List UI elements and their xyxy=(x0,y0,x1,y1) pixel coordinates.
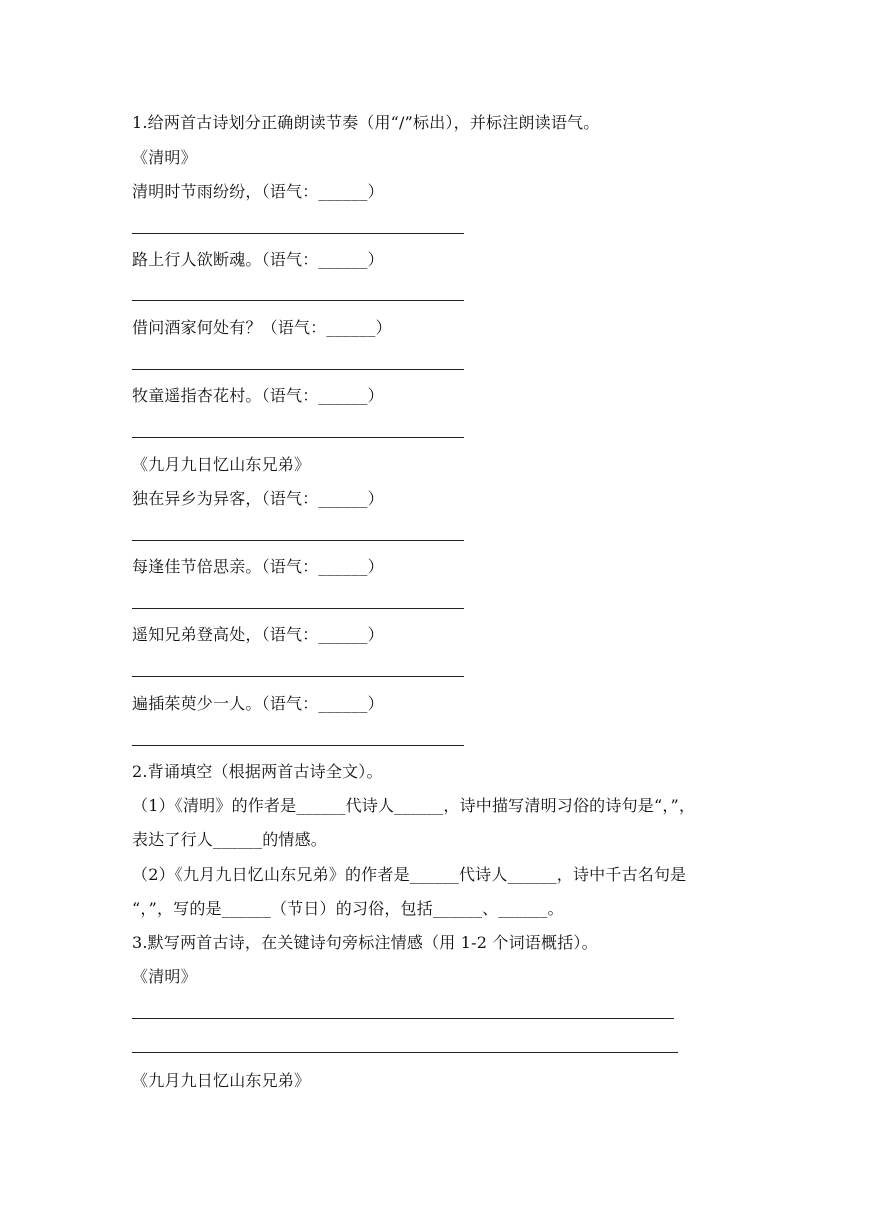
q2-item2-line1: （2）《九月九日忆山东兄弟》的作者是______代诗人______，诗中千古名句是 xyxy=(132,865,687,884)
poem1-line-1: 清明时节雨纷纷，（语气：______） xyxy=(132,182,384,201)
answer-line xyxy=(132,233,464,234)
poem2-line-4: 遍插茱萸少一人。（语气：______） xyxy=(132,694,384,713)
poem2-name: 《九月九日忆山东兄弟》 xyxy=(132,455,311,474)
q2-item1-line2: 表达了行人______的情感。 xyxy=(132,830,328,849)
q3-poem2-name: 《九月九日忆山东兄弟》 xyxy=(132,1071,311,1090)
answer-line xyxy=(132,437,464,438)
q1-title: 1.给两首古诗划分正确朗读节奏（用“/”标出），并标注朗读语气。 xyxy=(132,113,600,132)
answer-line xyxy=(132,745,464,746)
q2-item1-line1: （1）《清明》的作者是______代诗人______，诗中描写清明习俗的诗句是“，”， xyxy=(132,796,696,815)
q3-title: 3.默写两首古诗，在关键诗句旁标注情感（用 1-2 个词语概括）。 xyxy=(132,933,598,952)
answer-line xyxy=(132,369,464,370)
q2-item2-line2: “，”，写的是______（节日）的习俗，包括______、______。 xyxy=(132,899,564,918)
writing-line xyxy=(132,1018,674,1019)
q3-poem1-name: 《清明》 xyxy=(132,967,197,986)
answer-line xyxy=(132,300,464,301)
poem2-line-3: 遥知兄弟登高处，（语气：______） xyxy=(132,625,384,644)
poem1-line-4: 牧童遥指杏花村。（语气：______） xyxy=(132,386,384,405)
poem1-name: 《清明》 xyxy=(132,148,197,167)
answer-line xyxy=(132,676,464,677)
poem1-line-3: 借问酒家何处有？（语气：______） xyxy=(132,318,392,337)
poem1-line-2: 路上行人欲断魂。（语气：______） xyxy=(132,250,384,269)
answer-line xyxy=(132,540,464,541)
q2-title: 2.背诵填空（根据两首古诗全文）。 xyxy=(132,762,383,781)
writing-line xyxy=(132,1052,678,1053)
poem2-line-2: 每逢佳节倍思亲。（语气：______） xyxy=(132,557,384,576)
poem2-line-1: 独在异乡为异客，（语气：______） xyxy=(132,489,384,508)
answer-line xyxy=(132,608,464,609)
